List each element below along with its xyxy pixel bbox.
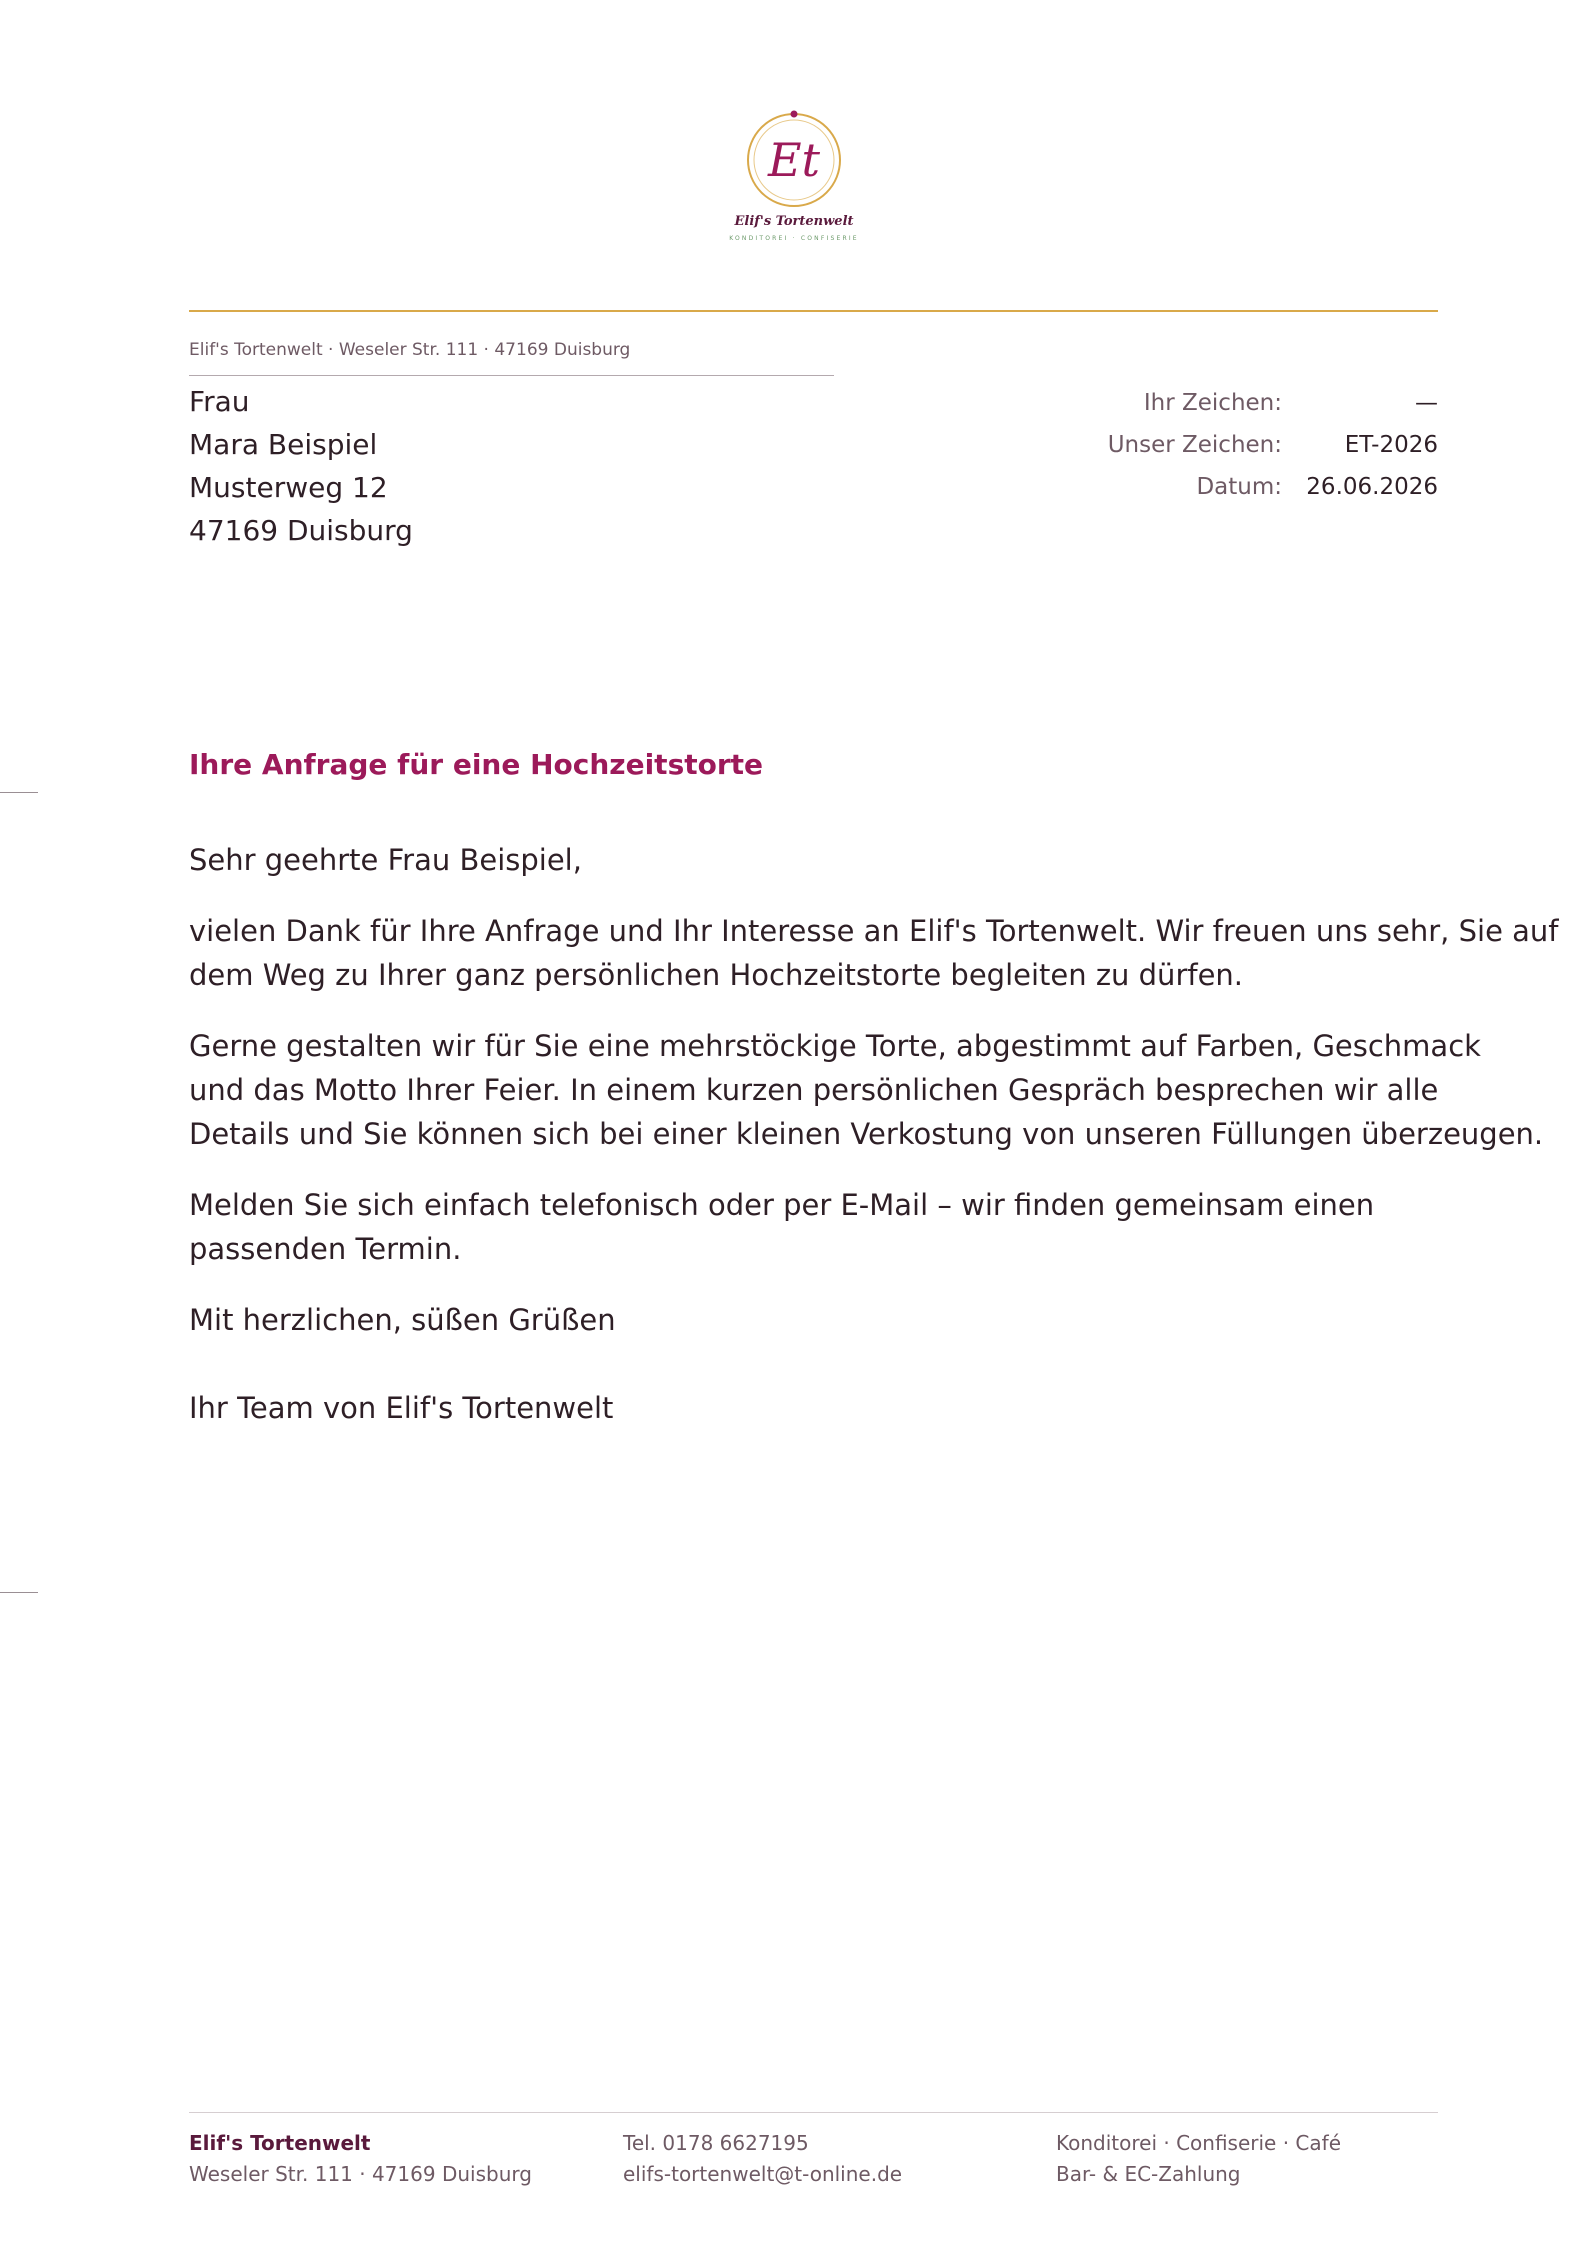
footer-payment: Bar- & EC-Zahlung — [1056, 2162, 1241, 2186]
fold-mark-lower — [0, 1592, 38, 1593]
paragraph-line: Melden Sie sich einfach telefonisch oder per E-Mail – wir finden gemeinsam einen — [189, 1188, 1375, 1222]
footer-divider — [189, 2112, 1438, 2113]
letter-signature: Ihr Team von Elif's Tortenwelt — [189, 1391, 614, 1425]
footer-services: Konditorei · Confiserie · Café — [1056, 2131, 1341, 2155]
logo-dot — [791, 111, 798, 118]
reference-row-datum — [1060, 466, 1438, 508]
recipient-street: Musterweg 12 — [189, 471, 388, 504]
paragraph-line: Details und Sie können sich bei einer kleinen Verkostung von unseren Füllungen überzeugen. — [189, 1117, 1544, 1151]
letter-body — [189, 838, 1559, 1457]
recipient-salutation: Frau — [189, 385, 250, 418]
paragraph-line: passenden Termin. — [189, 1232, 462, 1266]
reference-row-unser-zeichen — [1060, 424, 1438, 466]
logo-tagline: KONDITOREI · CONFISERIE — [729, 235, 859, 242]
body-paragraph — [189, 1024, 1544, 1156]
footer-info — [1056, 2128, 1341, 2190]
paragraph-line: und das Motto Ihrer Feier. In einem kurzen persönlichen Gespräch besprechen wir alle — [189, 1073, 1439, 1107]
footer-email: elifs-tortenwelt@t-online.de — [623, 2162, 903, 2186]
sender-return-address: Elif's Tortenwelt · Weseler Str. 111 · 47169 Duisburg — [189, 340, 631, 360]
reference-row-ihr-zeichen — [1060, 382, 1438, 424]
header-divider — [189, 310, 1438, 312]
company-logo — [714, 110, 874, 250]
reference-label: Unser Zeichen: — [1107, 432, 1282, 458]
letter-subject: Ihre Anfrage für eine Hochzeitstorte — [189, 748, 764, 781]
body-paragraph — [189, 909, 1559, 997]
reference-label: Ihr Zeichen: — [1143, 390, 1282, 416]
reference-value: — — [1415, 390, 1438, 416]
recipient-address — [189, 380, 413, 552]
footer-company — [189, 2128, 532, 2190]
footer-contact — [623, 2128, 902, 2190]
reference-value: ET-2026 — [1344, 432, 1438, 458]
sender-divider — [189, 375, 834, 376]
fold-mark-upper — [0, 792, 38, 793]
letter-greeting: Sehr geehrte Frau Beispiel, — [189, 843, 582, 877]
footer-company-name: Elif's Tortenwelt — [189, 2131, 371, 2155]
recipient-name: Mara Beispiel — [189, 428, 378, 461]
paragraph-line: Gerne gestalten wir für Sie eine mehrstöckige Torte, abgestimmt auf Farben, Geschmack — [189, 1029, 1481, 1063]
letter-closing: Mit herzlichen, süßen Grüßen — [189, 1303, 616, 1337]
recipient-city: 47169 Duisburg — [189, 514, 413, 547]
reference-value: 26.06.2026 — [1306, 474, 1438, 500]
logo-monogram: Et — [767, 133, 821, 187]
body-paragraph — [189, 1183, 1438, 1271]
paragraph-line: vielen Dank für Ihre Anfrage und Ihr Interesse an Elif's Tortenwelt. Wir freuen uns sehr, Sie auf — [189, 914, 1559, 948]
footer-company-address: Weseler Str. 111 · 47169 Duisburg — [189, 2162, 532, 2186]
logo-emblem — [714, 110, 874, 210]
paragraph-line: dem Weg zu Ihrer ganz persönlichen Hochzeitstorte begleiten zu dürfen. — [189, 958, 1244, 992]
reference-label: Datum: — [1196, 474, 1282, 500]
logo-name: Elif's Tortenwelt — [734, 214, 854, 229]
footer-phone: Tel. 0178 6627195 — [623, 2131, 809, 2155]
reference-block — [1060, 382, 1438, 508]
